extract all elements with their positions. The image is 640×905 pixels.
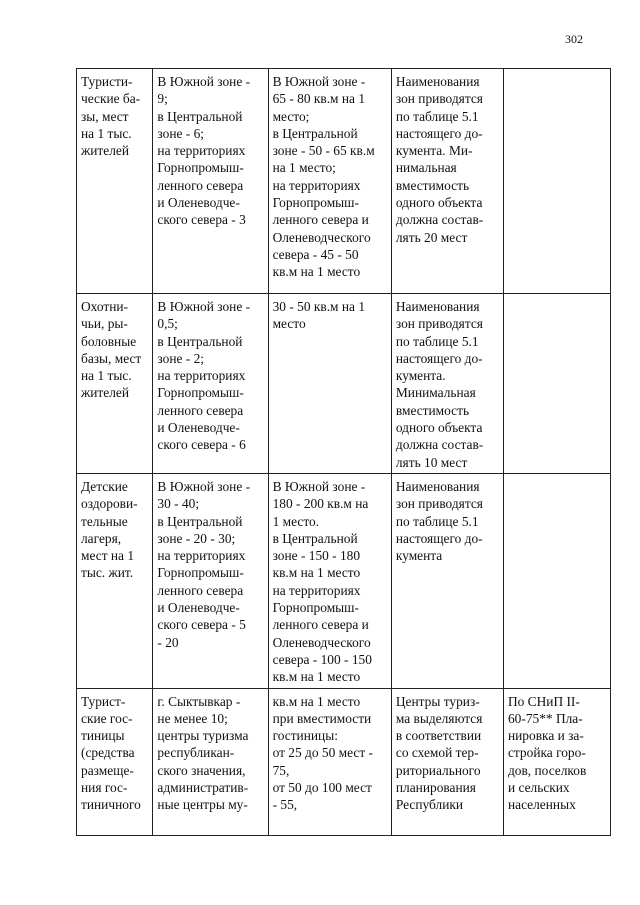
table-row [77,688,611,835]
capacity-text: В Южной зоне - 0,5; в Центральной зоне - 2; на территориях Горнопромыш- ленного севера и Оленеводче- ского севера - 6 [157,299,251,453]
notes-text: Наименования зон приводятся по таблице 5.1 настоящего до- кумента. Минимальная вместимость одного объекта должна состав- лять 10 мест [395,299,484,470]
facility-text: Детские оздорови- тельные лагеря, мест на 1 тыс. жит. [81,478,138,581]
capacity-cell [153,69,268,294]
area-cell [268,473,391,688]
capacity-cell [153,294,268,474]
area-text: В Южной зоне - 180 - 200 кв.м на 1 место. в Центральной зоне - 150 - 180 кв.м на 1 место на территориях Горнопромыш- ленного севера и Оленеводческого севера - 100 - 150 кв.м на 1 место [272,478,372,685]
capacity-text: В Южной зоне - 9; в Центральной зоне - 6; на территориях Горнопромыш- ленного севера и Оленеводче- ского севера - 3 [157,74,251,228]
notes-cell [391,473,503,688]
facility-cell [77,294,153,474]
facility-text: Туристи- ческие ба- зы, мест на 1 тыс. жителей [81,74,141,159]
area-text: 30 - 50 кв.м на 1 место [272,299,366,332]
facility-cell [77,688,153,835]
notes-cell [391,688,503,835]
area-text: В Южной зоне - 65 - 80 кв.м на 1 место; в Центральной зоне - 50 - 65 кв.м на 1 место; на территориях Горнопромыш- ленного севера и Оленеводческого севера - 45 - 50 кв.м на 1 место [272,74,375,280]
capacity-cell [153,688,268,835]
capacity-cell [153,473,268,688]
facility-cell [77,473,153,688]
notes-text: Наименования зон приводятся по таблице 5.1 настоящего до- кумента. Ми- нимальная вместимость одного объекта должна состав- лять 20 мест [395,74,484,245]
table-row [77,294,611,474]
reference-cell [503,294,610,474]
reference-cell [503,473,610,688]
table-row [77,473,611,688]
capacity-text: г. Сыктывкар - не менее 10; центры туризма республикан- ского значения, административ- ные центры му- [157,693,249,813]
reference-text: По СНиП II- 60-75** Пла- нировка и за- стройка горо- дов, поселков и сельских населенных [507,693,587,813]
capacity-text: В Южной зоне - 30 - 40; в Центральной зоне - 20 - 30; на территориях Горнопромыш- ленного севера и Оленеводче- ского севера - 5 - 20 [157,478,251,650]
area-cell [268,69,391,294]
area-cell [268,688,391,835]
reference-cell [503,69,610,294]
page-number: 302 [565,32,583,46]
reference-cell [503,688,610,835]
table-row [77,69,611,294]
notes-text: Центры туриз- ма выделяются в соответствии со схемой тер- риториального планирования Республики [395,693,483,813]
norms-table [76,68,611,836]
facility-cell [77,69,153,294]
area-text: кв.м на 1 место при вместимости гостиницы: от 25 до 50 мест - 75, от 50 до 100 мест - 55, [272,693,373,813]
facility-text: Охотни- чьи, ры- боловные базы, мест на 1 тыс. жителей [81,299,142,401]
notes-cell [391,294,503,474]
area-cell [268,294,391,474]
notes-cell [391,69,503,294]
facility-text: Турист- ские гос- тиницы (средства размеще- ния гос- тиничного [81,693,141,813]
notes-text: Наименования зон приводятся по таблице 5.1 настоящего до- кумента [395,478,483,564]
